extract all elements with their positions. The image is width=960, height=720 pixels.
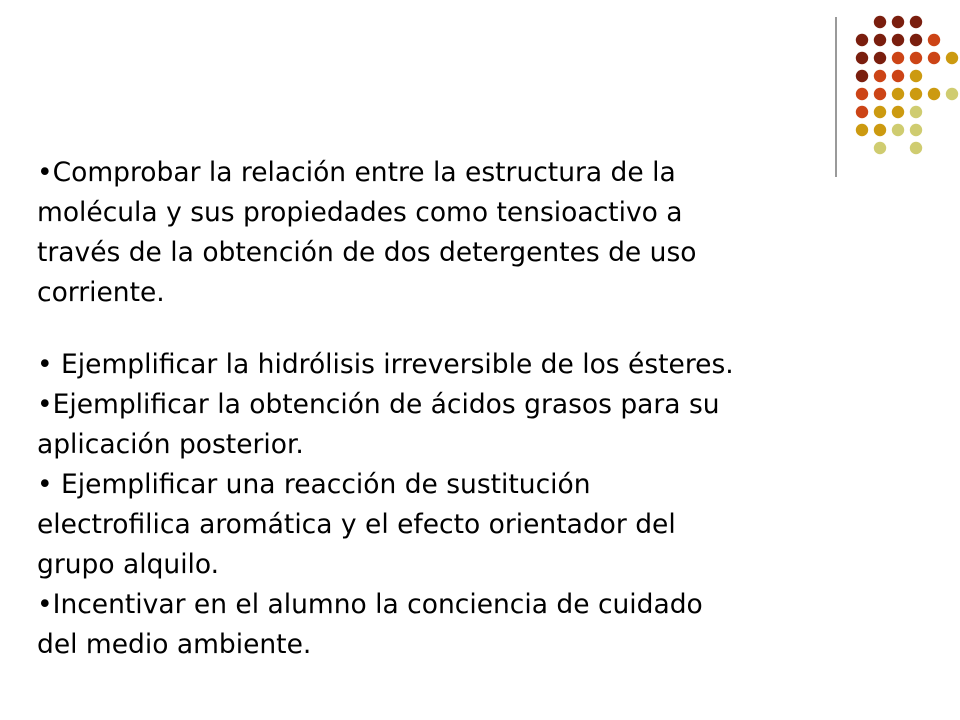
decorative-dot	[910, 16, 922, 28]
decorative-dot	[928, 52, 940, 64]
decorative-dot	[910, 70, 922, 82]
text-line: electrofilica aromática y el efecto orientador del	[37, 509, 676, 540]
text-line: aplicación posterior.	[37, 429, 304, 460]
decorative-dot	[856, 70, 868, 82]
decorative-dot	[874, 88, 886, 100]
decorative-dot	[910, 88, 922, 100]
text-line: •Comprobar la relación entre la estructura de la	[37, 157, 676, 188]
decorative-dot	[856, 106, 868, 118]
decorative-dot	[946, 52, 958, 64]
decorative-dot	[946, 88, 958, 100]
text-line: •Ejemplificar la obtención de ácidos grasos para su	[37, 389, 720, 420]
decorative-dot	[892, 16, 904, 28]
decorative-dot	[910, 106, 922, 118]
decorative-dot	[928, 88, 940, 100]
decorative-dot	[856, 88, 868, 100]
decorative-dot	[910, 34, 922, 46]
decorative-dot	[892, 70, 904, 82]
decorative-dot	[892, 34, 904, 46]
text-line: través de la obtención de dos detergentes de uso	[37, 237, 697, 268]
decorative-dot	[856, 52, 868, 64]
text-line: corriente.	[37, 277, 165, 308]
decorative-dot	[910, 142, 922, 154]
objectives-text	[37, 153, 897, 665]
decorative-dot	[874, 124, 886, 136]
decorative-dot	[910, 52, 922, 64]
decorative-dot	[874, 52, 886, 64]
text-line: • Ejemplificar una reacción de sustitución	[37, 469, 591, 500]
decorative-dot	[892, 124, 904, 136]
decorative-dot	[874, 106, 886, 118]
decorative-dot	[892, 52, 904, 64]
decorative-dot	[928, 34, 940, 46]
text-line: molécula y sus propiedades como tensioactivo a	[37, 197, 683, 228]
decorative-dot	[856, 124, 868, 136]
text-line: grupo alquilo.	[37, 549, 220, 580]
decorative-dot	[892, 106, 904, 118]
decorative-dot	[892, 88, 904, 100]
decorative-dot	[874, 16, 886, 28]
text-line: • Ejemplificar la hidrólisis irreversible de los ésteres.	[37, 349, 734, 380]
decorative-dot	[874, 34, 886, 46]
text-line: •Incentivar en el alumno la conciencia de cuidado	[37, 589, 703, 620]
decorative-dot	[910, 124, 922, 136]
decorative-dot	[874, 70, 886, 82]
text-line: del medio ambiente.	[37, 629, 312, 660]
paragraph-gap	[37, 313, 897, 345]
decorative-dot	[856, 34, 868, 46]
